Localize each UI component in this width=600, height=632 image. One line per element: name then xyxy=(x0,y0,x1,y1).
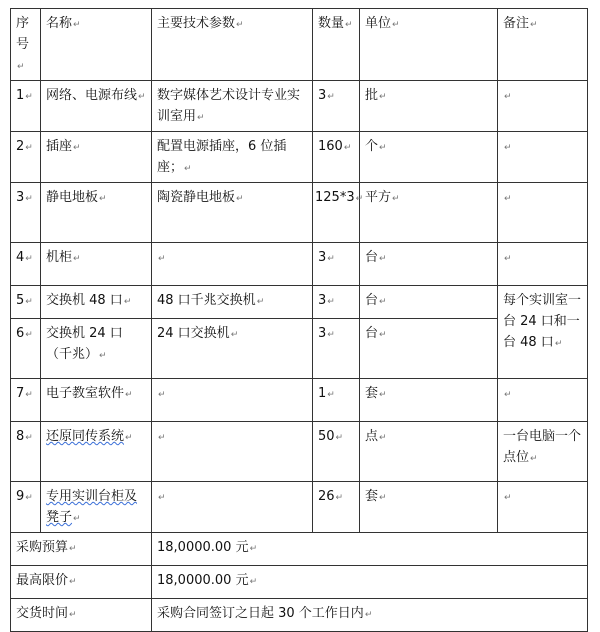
cell-unit: 点↵ xyxy=(360,422,498,482)
cell-spec: ↵ xyxy=(152,422,313,482)
cell-no: 5↵ xyxy=(11,286,41,319)
header-qty: 数量↵ xyxy=(313,9,360,81)
footer-row-max-price xyxy=(11,566,588,599)
cell-name: 插座↵ xyxy=(41,132,152,183)
table-row xyxy=(11,379,588,422)
cell-qty: 3↵ xyxy=(313,243,360,286)
cell-unit: 平方↵ xyxy=(360,183,498,243)
cell-unit: 台↵ xyxy=(360,286,498,319)
cell-qty: 50↵ xyxy=(313,422,360,482)
table-row xyxy=(11,243,588,286)
cell-qty: 3↵ xyxy=(313,319,360,379)
max-price-label: 最高限价↵ xyxy=(11,566,152,599)
table-header-row xyxy=(11,9,588,81)
cell-spec: ↵ xyxy=(152,379,313,422)
delivery-value: 采购合同签订之日起 30 个工作日内↵ xyxy=(152,599,588,632)
table-row xyxy=(11,286,588,319)
header-spec: 主要技术参数↵ xyxy=(152,9,313,81)
footer-row-delivery xyxy=(11,599,588,632)
cell-no: 6↵ xyxy=(11,319,41,379)
cell-unit: 台↵ xyxy=(360,243,498,286)
cell-no: 3↵ xyxy=(11,183,41,243)
footer-row-budget xyxy=(11,533,588,566)
cell-spec: 配置电源插座，6 位插座；↵ xyxy=(152,132,313,183)
cell-no: 8↵ xyxy=(11,422,41,482)
cell-spec: 数字媒体艺术设计专业实训室用↵ xyxy=(152,81,313,132)
cell-remark: ↵ xyxy=(498,243,588,286)
cell-qty: 160↵ xyxy=(313,132,360,183)
cell-remark: ↵ xyxy=(498,379,588,422)
header-no: 序号↵ xyxy=(11,9,41,81)
cell-unit: 个↵ xyxy=(360,132,498,183)
cell-name: 网络、电源布线↵ xyxy=(41,81,152,132)
cell-qty: 1↵ xyxy=(313,379,360,422)
cell-no: 4↵ xyxy=(11,243,41,286)
cell-qty: 3↵ xyxy=(313,81,360,132)
cell-name: 静电地板↵ xyxy=(41,183,152,243)
cell-remark: 一台电脑一个点位↵ xyxy=(498,422,588,482)
procurement-table xyxy=(10,8,588,632)
delivery-label: 交货时间↵ xyxy=(11,599,152,632)
table-row xyxy=(11,482,588,533)
cell-name: 机柜↵ xyxy=(41,243,152,286)
header-name: 名称↵ xyxy=(41,9,152,81)
cell-name: 电子教室软件↵ xyxy=(41,379,152,422)
budget-value: 18,0000.00 元↵ xyxy=(152,533,588,566)
cell-unit: 批↵ xyxy=(360,81,498,132)
cell-no: 9↵ xyxy=(11,482,41,533)
max-price-value: 18,0000.00 元↵ xyxy=(152,566,588,599)
procurement-document xyxy=(10,8,590,632)
cell-spec: 陶瓷静电地板↵ xyxy=(152,183,313,243)
cell-name: 交换机 48 口↵ xyxy=(41,286,152,319)
cell-remark: ↵ xyxy=(498,81,588,132)
cell-spec: 48 口千兆交换机↵ xyxy=(152,286,313,319)
cell-qty: 125*3↵ xyxy=(313,183,360,243)
cell-name: 交换机 24 口（千兆）↵ xyxy=(41,319,152,379)
cell-remark-merged: 每个实训室一台 24 口和一台 48 口↵ xyxy=(498,286,588,379)
cell-unit: 套↵ xyxy=(360,482,498,533)
cell-no: 2↵ xyxy=(11,132,41,183)
cell-qty: 26↵ xyxy=(313,482,360,533)
cell-no: 1↵ xyxy=(11,81,41,132)
cell-no: 7↵ xyxy=(11,379,41,422)
table-row xyxy=(11,81,588,132)
cell-remark: ↵ xyxy=(498,183,588,243)
table-row xyxy=(11,422,588,482)
cell-name: 还原同传系统↵ xyxy=(41,422,152,482)
cell-spec: ↵ xyxy=(152,243,313,286)
cell-unit: 套↵ xyxy=(360,379,498,422)
cell-name: 专用实训台柜及凳子↵ xyxy=(41,482,152,533)
cell-unit: 台↵ xyxy=(360,319,498,379)
cell-remark: ↵ xyxy=(498,132,588,183)
cell-spec: 24 口交换机↵ xyxy=(152,319,313,379)
budget-label: 采购预算↵ xyxy=(11,533,152,566)
table-row xyxy=(11,132,588,183)
table-row xyxy=(11,183,588,243)
header-unit: 单位↵ xyxy=(360,9,498,81)
cell-spec: ↵ xyxy=(152,482,313,533)
header-remark: 备注↵ xyxy=(498,9,588,81)
cell-remark: ↵ xyxy=(498,482,588,533)
cell-qty: 3↵ xyxy=(313,286,360,319)
